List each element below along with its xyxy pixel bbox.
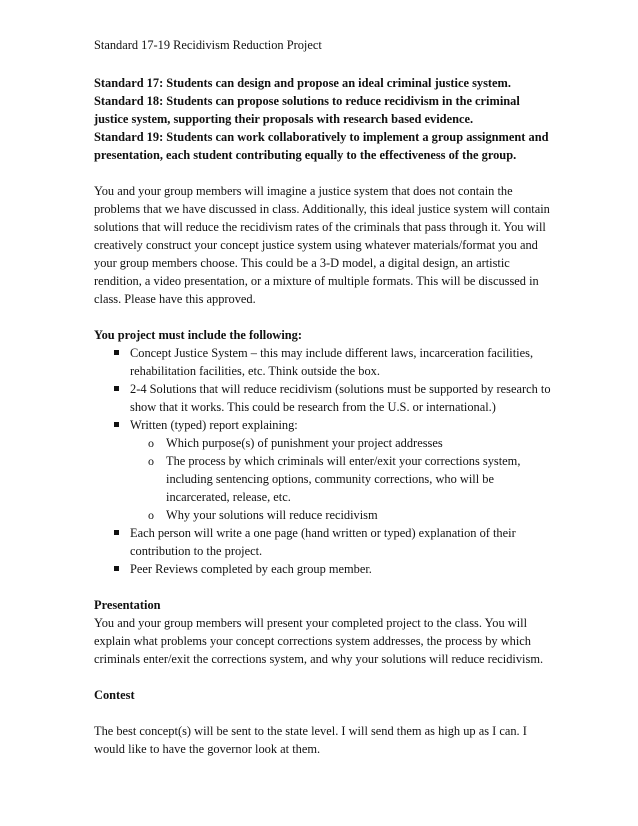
- presentation-heading: Presentation: [94, 598, 161, 612]
- presentation-paragraph: You and your group members will present your completed project to the class. You will explain what problems your concept corrections system addresses, the process by which criminals enter/exit the corrections system, and why your solutions will reduce recidivism.: [94, 616, 544, 666]
- requirement-text: 2-4 Solutions that will reduce recidivism (solutions must be supported by research to show that it works. This could be research from the U.S. or international.): [130, 382, 551, 414]
- requirement-text: Concept Justice System – this may include different laws, incarceration facilities, rehabilitation facilities, etc. Think outside the box.: [130, 346, 534, 378]
- list-item: [94, 560, 554, 578]
- circle-bullet-icon: o: [148, 436, 154, 450]
- square-bullet-icon: [114, 566, 119, 571]
- circle-bullet-icon: o: [148, 508, 154, 522]
- standard-17: Standard 17: Students can design and propose an ideal criminal justice system.: [94, 76, 511, 90]
- square-bullet-icon: [114, 386, 119, 391]
- intro-paragraph: You and your group members will imagine a justice system that does not contain the problems that we have discussed in class. Additionally, this ideal justice system will contain solutions that will reduce the recidivism rates of the criminals that pass through it. You will creatively construct your concept justice system using whatever materials/format you and your group members choose. This could be a 3-D model, a digital design, an artistic rendition, a video presentation, or a mixture of multiple formats. This will be discussed in class. Please have this approved.: [94, 184, 550, 306]
- list-item: [94, 524, 554, 560]
- page-header: Standard 17-19 Recidivism Reduction Project: [94, 38, 322, 52]
- report-item-text: Why your solutions will reduce recidivism: [166, 508, 378, 522]
- requirements-heading: You project must include the following:: [94, 328, 303, 342]
- contest-paragraph: The best concept(s) will be sent to the state level. I will send them as high up as I can. I would like to have the governor look at them.: [94, 724, 527, 756]
- square-bullet-icon: [114, 422, 119, 427]
- document-body: [94, 36, 554, 758]
- standard-19: Standard 19: Students can work collaboratively to implement a group assignment and presentation, each student contributing equally to the effectiveness of the group.: [94, 130, 549, 162]
- sub-list-item: [94, 506, 554, 524]
- requirement-text: Each person will write a one page (hand written or typed) explanation of their contribution to the project.: [130, 526, 516, 558]
- sub-list-item: [94, 434, 554, 452]
- report-item-text: The process by which criminals will enter/exit your corrections system, including sentencing options, community corrections, who will be incarcerated, release, etc.: [166, 454, 521, 504]
- list-item: [94, 344, 554, 380]
- list-item: [94, 380, 554, 416]
- requirement-text: Written (typed) report explaining:: [130, 418, 298, 432]
- circle-bullet-icon: o: [148, 454, 154, 468]
- requirement-text: Peer Reviews completed by each group member.: [130, 562, 372, 576]
- list-item: [94, 416, 554, 524]
- standard-18: Standard 18: Students can propose solutions to reduce recidivism in the criminal justice system, supporting their proposals with research based evidence.: [94, 94, 520, 126]
- square-bullet-icon: [114, 530, 119, 535]
- report-item-text: Which purpose(s) of punishment your project addresses: [166, 436, 443, 450]
- square-bullet-icon: [114, 350, 119, 355]
- contest-heading: Contest: [94, 688, 135, 702]
- sub-list-item: [94, 452, 554, 506]
- requirements-list: [94, 344, 554, 578]
- report-sublist: [130, 434, 554, 524]
